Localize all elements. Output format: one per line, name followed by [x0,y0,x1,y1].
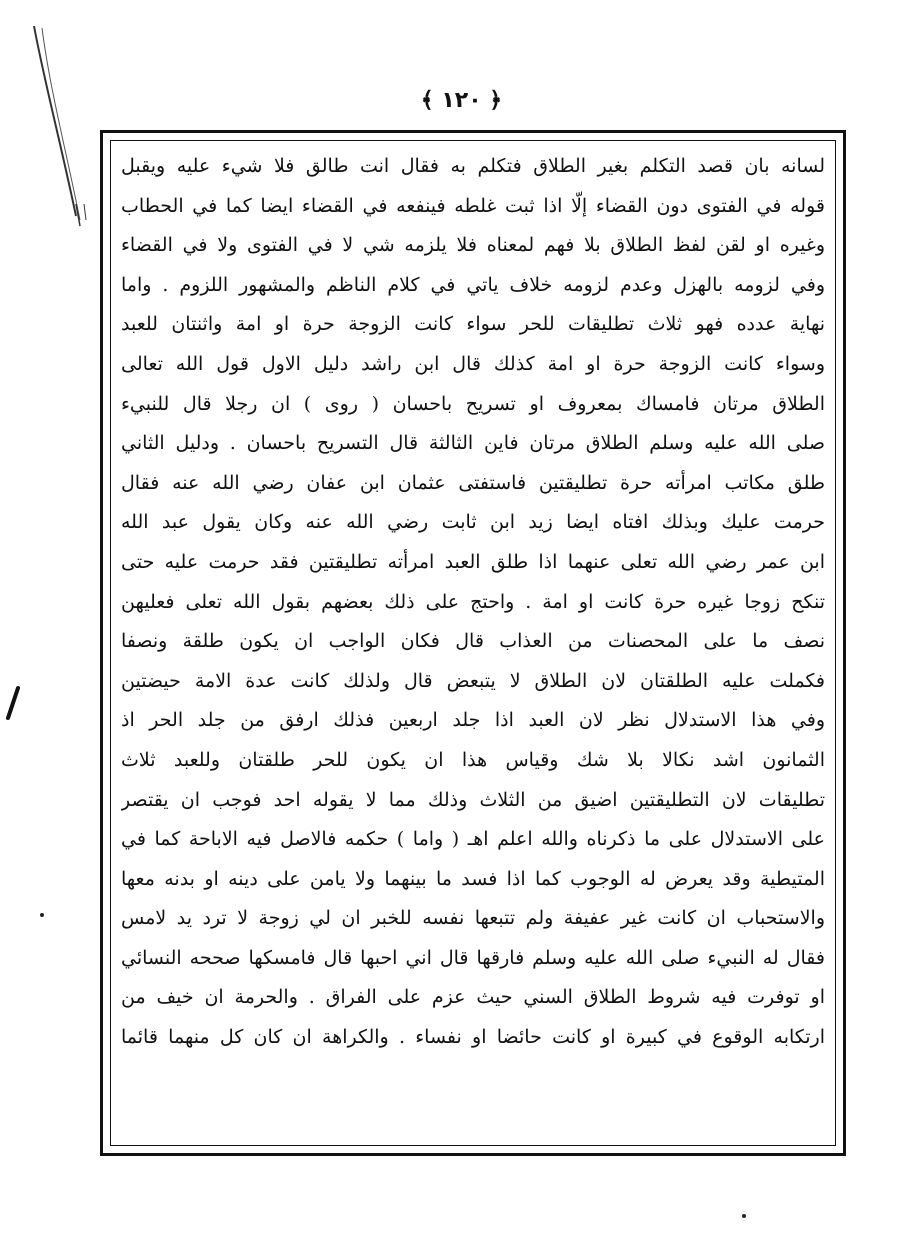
text-line: فقال له النبيء صلى الله عليه وسلم فارقها قال اني احبها قال فامسكها صححه النسائي [121,946,825,969]
text-line: ارتكابه الوقوع في كبيرة او كانت حائضا او نفساء . والكراهة ان كان كل منهما قائما [121,1026,825,1049]
page-frame-inner [110,140,836,1146]
text-line: وغيره او لقن لفظ الطلاق بلا فهم لمعناه فلا يلزمه شي لا في الفتوى ولا في القضاء [121,234,825,257]
text-line: وفي لزومه بالهزل وعدم لزومه خلاف ياتي في كلام الناظم والمشهور اللزوم . واما [121,273,825,296]
text-line: لسانه بان قصد التكلم بغير الطلاق فتكلم به فقال انت طالق فلا شيء عليه ويقبل [121,155,825,177]
text-line: طلق مكاتب امرأته حرة تطليقتين فاستفتى عثمان ابن عفان رضي الله عنه فقال [121,471,825,494]
text-line: قوله في الفتوى دون القضاء إلّا اذا ثبت غلطه فينفعه في القضاء ايضا كما في الحطاب [121,194,825,217]
text-line: تطليقات لان التطليقتين اضيق من الثلاث وذلك مما لا يقوله احد فوجب ان يقتصر [121,788,825,811]
margin-pen-mark [2,684,26,724]
text-line: الطلاق مرتان فامساك بمعروف او تسريح باحسان ( روى ) ان رجلا قال للنبيء [121,392,825,415]
text-line: حرمت عليك وبذلك افتاه ايضا زيد ابن ثابت رضي الله عنه وكان يقول عبد الله [121,511,825,534]
text-line: على الاستدلال على ما ذكرناه والله اعلم اهـ ( واما ) حكمه فالاصل فيه الاباحة كما في [121,828,825,851]
text-line: نهاية عدده فهو ثلاث تطليقات للحر سواء كانت الزوجة حرة او امة واثنتان للعبد [121,313,825,336]
text-line: المتيطية وقد يعرض له الوجوب كما اذا فسد ما بينهما ولا يامن على دينه او بدنه معها [121,867,825,890]
margin-dot [742,1214,746,1218]
margin-bracket-mark [20,20,110,240]
text-line: ابن عمر رضي الله تعلى عنهما اذا طلق العبد امرأته تطليقتين فقد حرمت عليه حتى [121,550,825,573]
page-frame [100,130,846,1156]
text-body [121,147,825,1145]
text-line: تنكح زوجا غيره حرة كانت او امة . واحتج على ذلك بعضهم بقول الله تعلى فعليهن [121,590,825,613]
page-number: ﴾ ١٢٠ ﴿ [420,88,503,113]
text-line: نصف ما على المحصنات من العذاب قال فكان الواجب ان يكون طلقة ونصفا [121,630,825,653]
text-line: او توفرت فيه شروط الطلاق السني حيث عزم على الفراق . والحرمة ان خيف من [121,986,825,1009]
text-line: والاستحباب ان كانت غير عفيفة ولم تتبعها نفسه للخبر ان لي زوجة لا ترد يد لامس [121,907,825,930]
text-line: صلى الله عليه وسلم الطلاق مرتان فاين الثالثة قال التسريح باحسان . ودليل الثاني [121,432,825,455]
text-line: وسواء كانت الزوجة حرة او امة كذلك قال ابن راشد دليل الاول قول الله تعالى [121,352,825,375]
margin-dot [40,913,44,917]
text-line: فكملت عليه الطلقتان لان الطلاق لا يتبعض قال ولذلك كانت عدة الامة حيضتين [121,669,825,692]
text-line: الثمانون اشد نكالا بلا شك وقياس هذا ان يكون للحر طلقتان وللعبد ثلاث [121,748,825,771]
text-line: وفي هذا الاستدلال نظر لان العبد اذا جلد اربعين فذلك ارفق من جلد الحر اذ [121,709,825,732]
